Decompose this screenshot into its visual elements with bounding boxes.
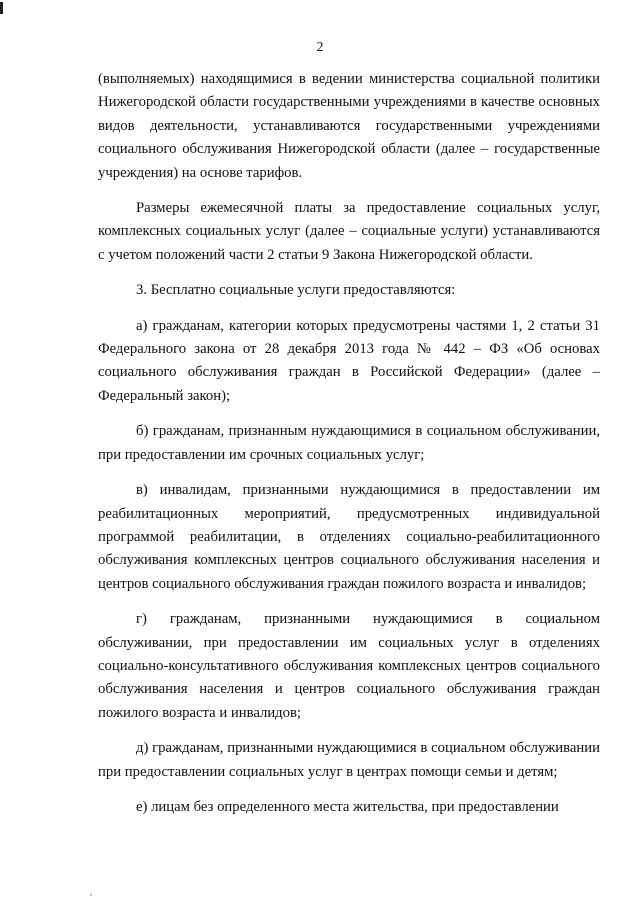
page-number: 2 [316,40,324,55]
paragraph-item-v: в) инвалидам, признанными нуждающимися в предоставлении им реабилитационных мероприятий, предусмотренных индивидуальной программой реабилитации, в отделениях социально-реабилитационного обслуживания комплексных центров социального обслуживания населения и центров социального обслуживания граждан пожилого возраста и инвалидов; [98,482,600,592]
paragraph-free-services-heading: 3. Бесплатно социальные услуги предоставляются: [136,282,456,299]
paragraph-item-a: а) гражданам, категории которых предусмотрены частями 1, 2 статьи 31 Федерального закона от 28 декабря 2013 года № 442 – ФЗ «Об основах социального обслуживания граждан в Российской Федерации» (далее – Федеральный закон); [98,317,600,404]
scan-speck [90,893,92,896]
paragraph-item-b: б) гражданам, признанным нуждающимися в социальном обслуживании, при предоставлении им срочных социальных услуг; [98,423,600,463]
paragraph-item-e: е) лицам без определенного места жительства, при предоставлении [136,798,559,815]
paragraph-item-d: д) гражданам, признанными нуждающимися в социальном обслуживании при предоставлении социальных услуг в центрах помощи семьи и детям; [98,740,600,780]
paragraph-tariffs: (выполняемых) находящимися в ведении министерства социальной политики Нижегородской области государственными учреждениями в качестве основных видов деятельности, устанавливаются государственными учреждениями социального обслуживания Нижегородской области (далее – государственные учреждения) на основе тарифов. [98,71,600,181]
paragraph-monthly-fee: Размеры ежемесячной платы за предоставление социальных услуг, комплексных социальных услуг (далее – социальные услуги) устанавливаются с учетом положений части 2 статьи 9 Закона Нижегородской области. [98,200,600,263]
scan-corner-mark [0,2,3,14]
paragraph-item-g: г) гражданам, признанными нуждающимися в социальном обслуживании, при предоставлении им социальных услуг в отделениях социально-консультативного обслуживания комплексных центров социального обслуживания населения и центров социального обслуживания граждан пожилого возраста и инвалидов; [98,611,600,721]
document-body [98,68,600,819]
